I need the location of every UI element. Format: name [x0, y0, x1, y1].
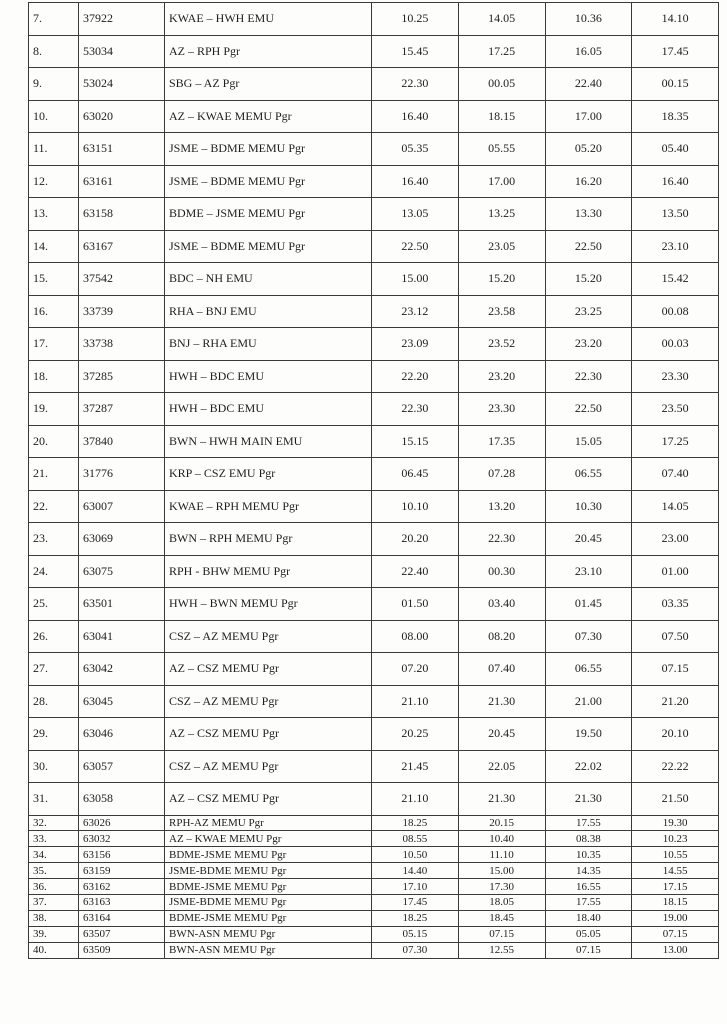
table-row: [29, 863, 719, 879]
time-cell-4: 21.50: [632, 783, 719, 816]
route-cell: HWH – BDC EMU: [165, 360, 372, 393]
time-cell-1: 16.40: [372, 100, 459, 133]
time-cell-4: 07.15: [632, 926, 719, 942]
route-cell: RPH-AZ MEMU Pgr: [165, 815, 372, 831]
time-cell-3: 05.20: [545, 133, 632, 166]
serial-cell: 37.: [29, 894, 79, 910]
table-row: [29, 879, 719, 895]
time-cell-2: 18.05: [458, 894, 545, 910]
table-row: [29, 133, 719, 166]
serial-cell: 21.: [29, 458, 79, 491]
train-number-cell: 31776: [79, 458, 165, 491]
route-cell: HWH – BWN MEMU Pgr: [165, 588, 372, 621]
time-cell-4: 18.35: [632, 100, 719, 133]
table-row: [29, 68, 719, 101]
route-cell: AZ – KWAE MEMU Pgr: [165, 100, 372, 133]
time-cell-4: 20.10: [632, 718, 719, 751]
time-cell-4: 17.45: [632, 35, 719, 68]
train-number-cell: 63163: [79, 894, 165, 910]
time-cell-1: 07.20: [372, 653, 459, 686]
train-number-cell: 63509: [79, 942, 165, 958]
table-row: [29, 815, 719, 831]
table-row: [29, 35, 719, 68]
time-cell-4: 03.35: [632, 588, 719, 621]
time-cell-3: 15.20: [545, 263, 632, 296]
time-cell-1: 06.45: [372, 458, 459, 491]
time-cell-2: 12.55: [458, 942, 545, 958]
route-cell: JSME – BDME MEMU Pgr: [165, 230, 372, 263]
time-cell-1: 18.25: [372, 910, 459, 926]
time-cell-1: 17.10: [372, 879, 459, 895]
table-row: [29, 831, 719, 847]
time-cell-1: 22.50: [372, 230, 459, 263]
serial-cell: 26.: [29, 620, 79, 653]
table-row: [29, 685, 719, 718]
time-cell-1: 23.09: [372, 328, 459, 361]
time-cell-1: 18.25: [372, 815, 459, 831]
time-cell-3: 17.00: [545, 100, 632, 133]
train-number-cell: 63045: [79, 685, 165, 718]
serial-cell: 34.: [29, 847, 79, 863]
route-cell: AZ – CSZ MEMU Pgr: [165, 783, 372, 816]
serial-cell: 14.: [29, 230, 79, 263]
time-cell-4: 19.00: [632, 910, 719, 926]
serial-cell: 24.: [29, 555, 79, 588]
time-cell-4: 19.30: [632, 815, 719, 831]
time-cell-1: 15.45: [372, 35, 459, 68]
time-cell-1: 08.55: [372, 831, 459, 847]
time-cell-3: 23.20: [545, 328, 632, 361]
route-cell: BNJ – RHA EMU: [165, 328, 372, 361]
time-cell-3: 20.45: [545, 523, 632, 556]
serial-cell: 30.: [29, 750, 79, 783]
time-cell-3: 17.55: [545, 894, 632, 910]
time-cell-4: 23.50: [632, 393, 719, 426]
time-cell-2: 18.45: [458, 910, 545, 926]
time-cell-1: 21.10: [372, 685, 459, 718]
time-cell-2: 07.28: [458, 458, 545, 491]
train-number-cell: 53034: [79, 35, 165, 68]
route-cell: JSME-BDME MEMU Pgr: [165, 863, 372, 879]
serial-cell: 29.: [29, 718, 79, 751]
train-number-cell: 63156: [79, 847, 165, 863]
time-cell-1: 08.00: [372, 620, 459, 653]
time-cell-1: 15.15: [372, 425, 459, 458]
time-cell-1: 15.00: [372, 263, 459, 296]
table-row: [29, 393, 719, 426]
time-cell-1: 21.10: [372, 783, 459, 816]
serial-cell: 19.: [29, 393, 79, 426]
route-cell: JSME-BDME MEMU Pgr: [165, 894, 372, 910]
time-cell-2: 07.40: [458, 653, 545, 686]
serial-cell: 38.: [29, 910, 79, 926]
serial-cell: 9.: [29, 68, 79, 101]
serial-cell: 28.: [29, 685, 79, 718]
time-cell-2: 17.00: [458, 165, 545, 198]
time-cell-4: 07.40: [632, 458, 719, 491]
train-number-cell: 63151: [79, 133, 165, 166]
time-cell-1: 20.25: [372, 718, 459, 751]
time-cell-3: 22.30: [545, 360, 632, 393]
time-cell-4: 00.03: [632, 328, 719, 361]
table-row: [29, 847, 719, 863]
route-cell: BWN-ASN MEMU Pgr: [165, 926, 372, 942]
table-row: [29, 425, 719, 458]
time-cell-1: 22.40: [372, 555, 459, 588]
time-cell-3: 08.38: [545, 831, 632, 847]
table-row: [29, 942, 719, 958]
time-cell-2: 22.05: [458, 750, 545, 783]
time-cell-3: 10.36: [545, 3, 632, 36]
serial-cell: 15.: [29, 263, 79, 296]
train-number-cell: 63164: [79, 910, 165, 926]
route-cell: SBG – AZ Pgr: [165, 68, 372, 101]
train-number-cell: 63069: [79, 523, 165, 556]
time-cell-1: 22.30: [372, 393, 459, 426]
table-row: [29, 165, 719, 198]
time-cell-3: 10.35: [545, 847, 632, 863]
table-row: [29, 263, 719, 296]
time-cell-4: 14.55: [632, 863, 719, 879]
route-cell: BWN – RPH MEMU Pgr: [165, 523, 372, 556]
time-cell-2: 00.05: [458, 68, 545, 101]
time-cell-1: 10.10: [372, 490, 459, 523]
time-cell-4: 15.42: [632, 263, 719, 296]
table-row: [29, 653, 719, 686]
serial-cell: 25.: [29, 588, 79, 621]
time-cell-1: 05.35: [372, 133, 459, 166]
time-cell-2: 13.25: [458, 198, 545, 231]
train-number-cell: 63007: [79, 490, 165, 523]
time-cell-1: 17.45: [372, 894, 459, 910]
train-number-cell: 33738: [79, 328, 165, 361]
time-cell-2: 17.30: [458, 879, 545, 895]
route-cell: CSZ – AZ MEMU Pgr: [165, 685, 372, 718]
time-cell-4: 16.40: [632, 165, 719, 198]
time-cell-4: 17.25: [632, 425, 719, 458]
time-cell-2: 20.15: [458, 815, 545, 831]
serial-cell: 32.: [29, 815, 79, 831]
serial-cell: 17.: [29, 328, 79, 361]
serial-cell: 35.: [29, 863, 79, 879]
time-cell-2: 08.20: [458, 620, 545, 653]
time-cell-2: 18.15: [458, 100, 545, 133]
route-cell: JSME – BDME MEMU Pgr: [165, 165, 372, 198]
time-cell-3: 13.30: [545, 198, 632, 231]
time-cell-3: 22.02: [545, 750, 632, 783]
time-cell-4: 23.10: [632, 230, 719, 263]
train-number-cell: 53024: [79, 68, 165, 101]
serial-cell: 18.: [29, 360, 79, 393]
time-cell-4: 17.15: [632, 879, 719, 895]
train-number-cell: 37285: [79, 360, 165, 393]
time-cell-2: 23.30: [458, 393, 545, 426]
serial-cell: 11.: [29, 133, 79, 166]
train-number-cell: 63158: [79, 198, 165, 231]
time-cell-1: 20.20: [372, 523, 459, 556]
route-cell: BWN – HWH MAIN EMU: [165, 425, 372, 458]
time-cell-2: 10.40: [458, 831, 545, 847]
table-row: [29, 750, 719, 783]
route-cell: AZ – CSZ MEMU Pgr: [165, 718, 372, 751]
route-cell: AZ – CSZ MEMU Pgr: [165, 653, 372, 686]
time-cell-1: 01.50: [372, 588, 459, 621]
serial-cell: 23.: [29, 523, 79, 556]
time-cell-4: 07.15: [632, 653, 719, 686]
time-cell-4: 00.15: [632, 68, 719, 101]
serial-cell: 16.: [29, 295, 79, 328]
table-row: [29, 620, 719, 653]
time-cell-3: 19.50: [545, 718, 632, 751]
time-cell-1: 13.05: [372, 198, 459, 231]
train-number-cell: 63501: [79, 588, 165, 621]
serial-cell: 40.: [29, 942, 79, 958]
route-cell: AZ – KWAE MEMU Pgr: [165, 831, 372, 847]
train-number-cell: 63020: [79, 100, 165, 133]
time-cell-2: 11.10: [458, 847, 545, 863]
table-row: [29, 718, 719, 751]
time-cell-2: 15.20: [458, 263, 545, 296]
time-cell-4: 10.55: [632, 847, 719, 863]
time-cell-2: 20.45: [458, 718, 545, 751]
time-cell-1: 10.50: [372, 847, 459, 863]
serial-cell: 33.: [29, 831, 79, 847]
time-cell-3: 23.25: [545, 295, 632, 328]
time-cell-4: 01.00: [632, 555, 719, 588]
time-cell-3: 01.45: [545, 588, 632, 621]
time-cell-2: 03.40: [458, 588, 545, 621]
time-cell-4: 14.10: [632, 3, 719, 36]
time-cell-2: 23.20: [458, 360, 545, 393]
time-cell-3: 05.05: [545, 926, 632, 942]
train-number-cell: 37840: [79, 425, 165, 458]
time-cell-4: 18.15: [632, 894, 719, 910]
time-cell-3: 10.30: [545, 490, 632, 523]
train-number-cell: 63032: [79, 831, 165, 847]
time-cell-2: 17.25: [458, 35, 545, 68]
table-row: [29, 360, 719, 393]
route-cell: RPH - BHW MEMU Pgr: [165, 555, 372, 588]
route-cell: AZ – RPH Pgr: [165, 35, 372, 68]
route-cell: BDME-JSME MEMU Pgr: [165, 847, 372, 863]
time-cell-2: 13.20: [458, 490, 545, 523]
train-number-cell: 63041: [79, 620, 165, 653]
time-cell-2: 14.05: [458, 3, 545, 36]
time-cell-4: 13.00: [632, 942, 719, 958]
serial-cell: 27.: [29, 653, 79, 686]
time-cell-4: 05.40: [632, 133, 719, 166]
time-cell-2: 15.00: [458, 863, 545, 879]
train-number-cell: 37922: [79, 3, 165, 36]
table-row: [29, 328, 719, 361]
table-row: [29, 523, 719, 556]
time-cell-3: 21.00: [545, 685, 632, 718]
time-cell-2: 23.05: [458, 230, 545, 263]
table-row: [29, 910, 719, 926]
table-row: [29, 490, 719, 523]
serial-cell: 10.: [29, 100, 79, 133]
time-cell-1: 16.40: [372, 165, 459, 198]
time-cell-4: 21.20: [632, 685, 719, 718]
table-row: [29, 894, 719, 910]
time-cell-4: 13.50: [632, 198, 719, 231]
table-row: [29, 783, 719, 816]
time-cell-1: 22.20: [372, 360, 459, 393]
train-number-cell: 63162: [79, 879, 165, 895]
train-number-cell: 63057: [79, 750, 165, 783]
time-cell-2: 22.30: [458, 523, 545, 556]
route-cell: BDC – NH EMU: [165, 263, 372, 296]
train-number-cell: 63167: [79, 230, 165, 263]
table-row: [29, 3, 719, 36]
train-number-cell: 37287: [79, 393, 165, 426]
table-row: [29, 100, 719, 133]
time-cell-4: 22.22: [632, 750, 719, 783]
route-cell: BDME-JSME MEMU Pgr: [165, 910, 372, 926]
time-cell-2: 17.35: [458, 425, 545, 458]
time-cell-4: 00.08: [632, 295, 719, 328]
route-cell: RHA – BNJ EMU: [165, 295, 372, 328]
train-number-cell: 63161: [79, 165, 165, 198]
table-row: [29, 926, 719, 942]
serial-cell: 36.: [29, 879, 79, 895]
time-cell-3: 17.55: [545, 815, 632, 831]
time-cell-2: 21.30: [458, 783, 545, 816]
train-timetable: [28, 2, 719, 959]
serial-cell: 31.: [29, 783, 79, 816]
route-cell: HWH – BDC EMU: [165, 393, 372, 426]
time-cell-3: 22.50: [545, 393, 632, 426]
time-cell-2: 07.15: [458, 926, 545, 942]
time-cell-3: 22.40: [545, 68, 632, 101]
train-number-cell: 63159: [79, 863, 165, 879]
time-cell-2: 05.55: [458, 133, 545, 166]
time-cell-2: 00.30: [458, 555, 545, 588]
time-cell-1: 14.40: [372, 863, 459, 879]
route-cell: KRP – CSZ EMU Pgr: [165, 458, 372, 491]
time-cell-4: 14.05: [632, 490, 719, 523]
train-number-cell: 63075: [79, 555, 165, 588]
train-number-cell: 33739: [79, 295, 165, 328]
time-cell-2: 23.58: [458, 295, 545, 328]
route-cell: CSZ – AZ MEMU Pgr: [165, 620, 372, 653]
train-number-cell: 63507: [79, 926, 165, 942]
time-cell-3: 16.20: [545, 165, 632, 198]
time-cell-4: 23.00: [632, 523, 719, 556]
time-cell-3: 06.55: [545, 653, 632, 686]
time-cell-3: 16.05: [545, 35, 632, 68]
table-row: [29, 458, 719, 491]
time-cell-3: 14.35: [545, 863, 632, 879]
time-cell-3: 23.10: [545, 555, 632, 588]
route-cell: BWN-ASN MEMU Pgr: [165, 942, 372, 958]
serial-cell: 22.: [29, 490, 79, 523]
time-cell-2: 21.30: [458, 685, 545, 718]
train-number-cell: 63026: [79, 815, 165, 831]
time-cell-1: 23.12: [372, 295, 459, 328]
time-cell-1: 05.15: [372, 926, 459, 942]
serial-cell: 8.: [29, 35, 79, 68]
table-row: [29, 295, 719, 328]
serial-cell: 20.: [29, 425, 79, 458]
route-cell: CSZ – AZ MEMU Pgr: [165, 750, 372, 783]
time-cell-3: 06.55: [545, 458, 632, 491]
time-cell-4: 07.50: [632, 620, 719, 653]
route-cell: KWAE – RPH MEMU Pgr: [165, 490, 372, 523]
time-cell-3: 07.15: [545, 942, 632, 958]
table-row: [29, 230, 719, 263]
time-cell-4: 10.23: [632, 831, 719, 847]
time-cell-3: 15.05: [545, 425, 632, 458]
time-cell-3: 21.30: [545, 783, 632, 816]
train-number-cell: 63046: [79, 718, 165, 751]
table-row: [29, 588, 719, 621]
route-cell: JSME – BDME MEMU Pgr: [165, 133, 372, 166]
train-number-cell: 37542: [79, 263, 165, 296]
time-cell-2: 23.52: [458, 328, 545, 361]
serial-cell: 39.: [29, 926, 79, 942]
time-cell-4: 23.30: [632, 360, 719, 393]
time-cell-1: 10.25: [372, 3, 459, 36]
time-cell-3: 22.50: [545, 230, 632, 263]
time-cell-1: 07.30: [372, 942, 459, 958]
time-cell-1: 21.45: [372, 750, 459, 783]
route-cell: BDME-JSME MEMU Pgr: [165, 879, 372, 895]
table-row: [29, 198, 719, 231]
time-cell-3: 18.40: [545, 910, 632, 926]
route-cell: KWAE – HWH EMU: [165, 3, 372, 36]
time-cell-3: 16.55: [545, 879, 632, 895]
timetable-body: [29, 3, 719, 959]
route-cell: BDME – JSME MEMU Pgr: [165, 198, 372, 231]
table-row: [29, 555, 719, 588]
serial-cell: 7.: [29, 3, 79, 36]
train-number-cell: 63058: [79, 783, 165, 816]
train-number-cell: 63042: [79, 653, 165, 686]
serial-cell: 13.: [29, 198, 79, 231]
time-cell-3: 07.30: [545, 620, 632, 653]
serial-cell: 12.: [29, 165, 79, 198]
time-cell-1: 22.30: [372, 68, 459, 101]
